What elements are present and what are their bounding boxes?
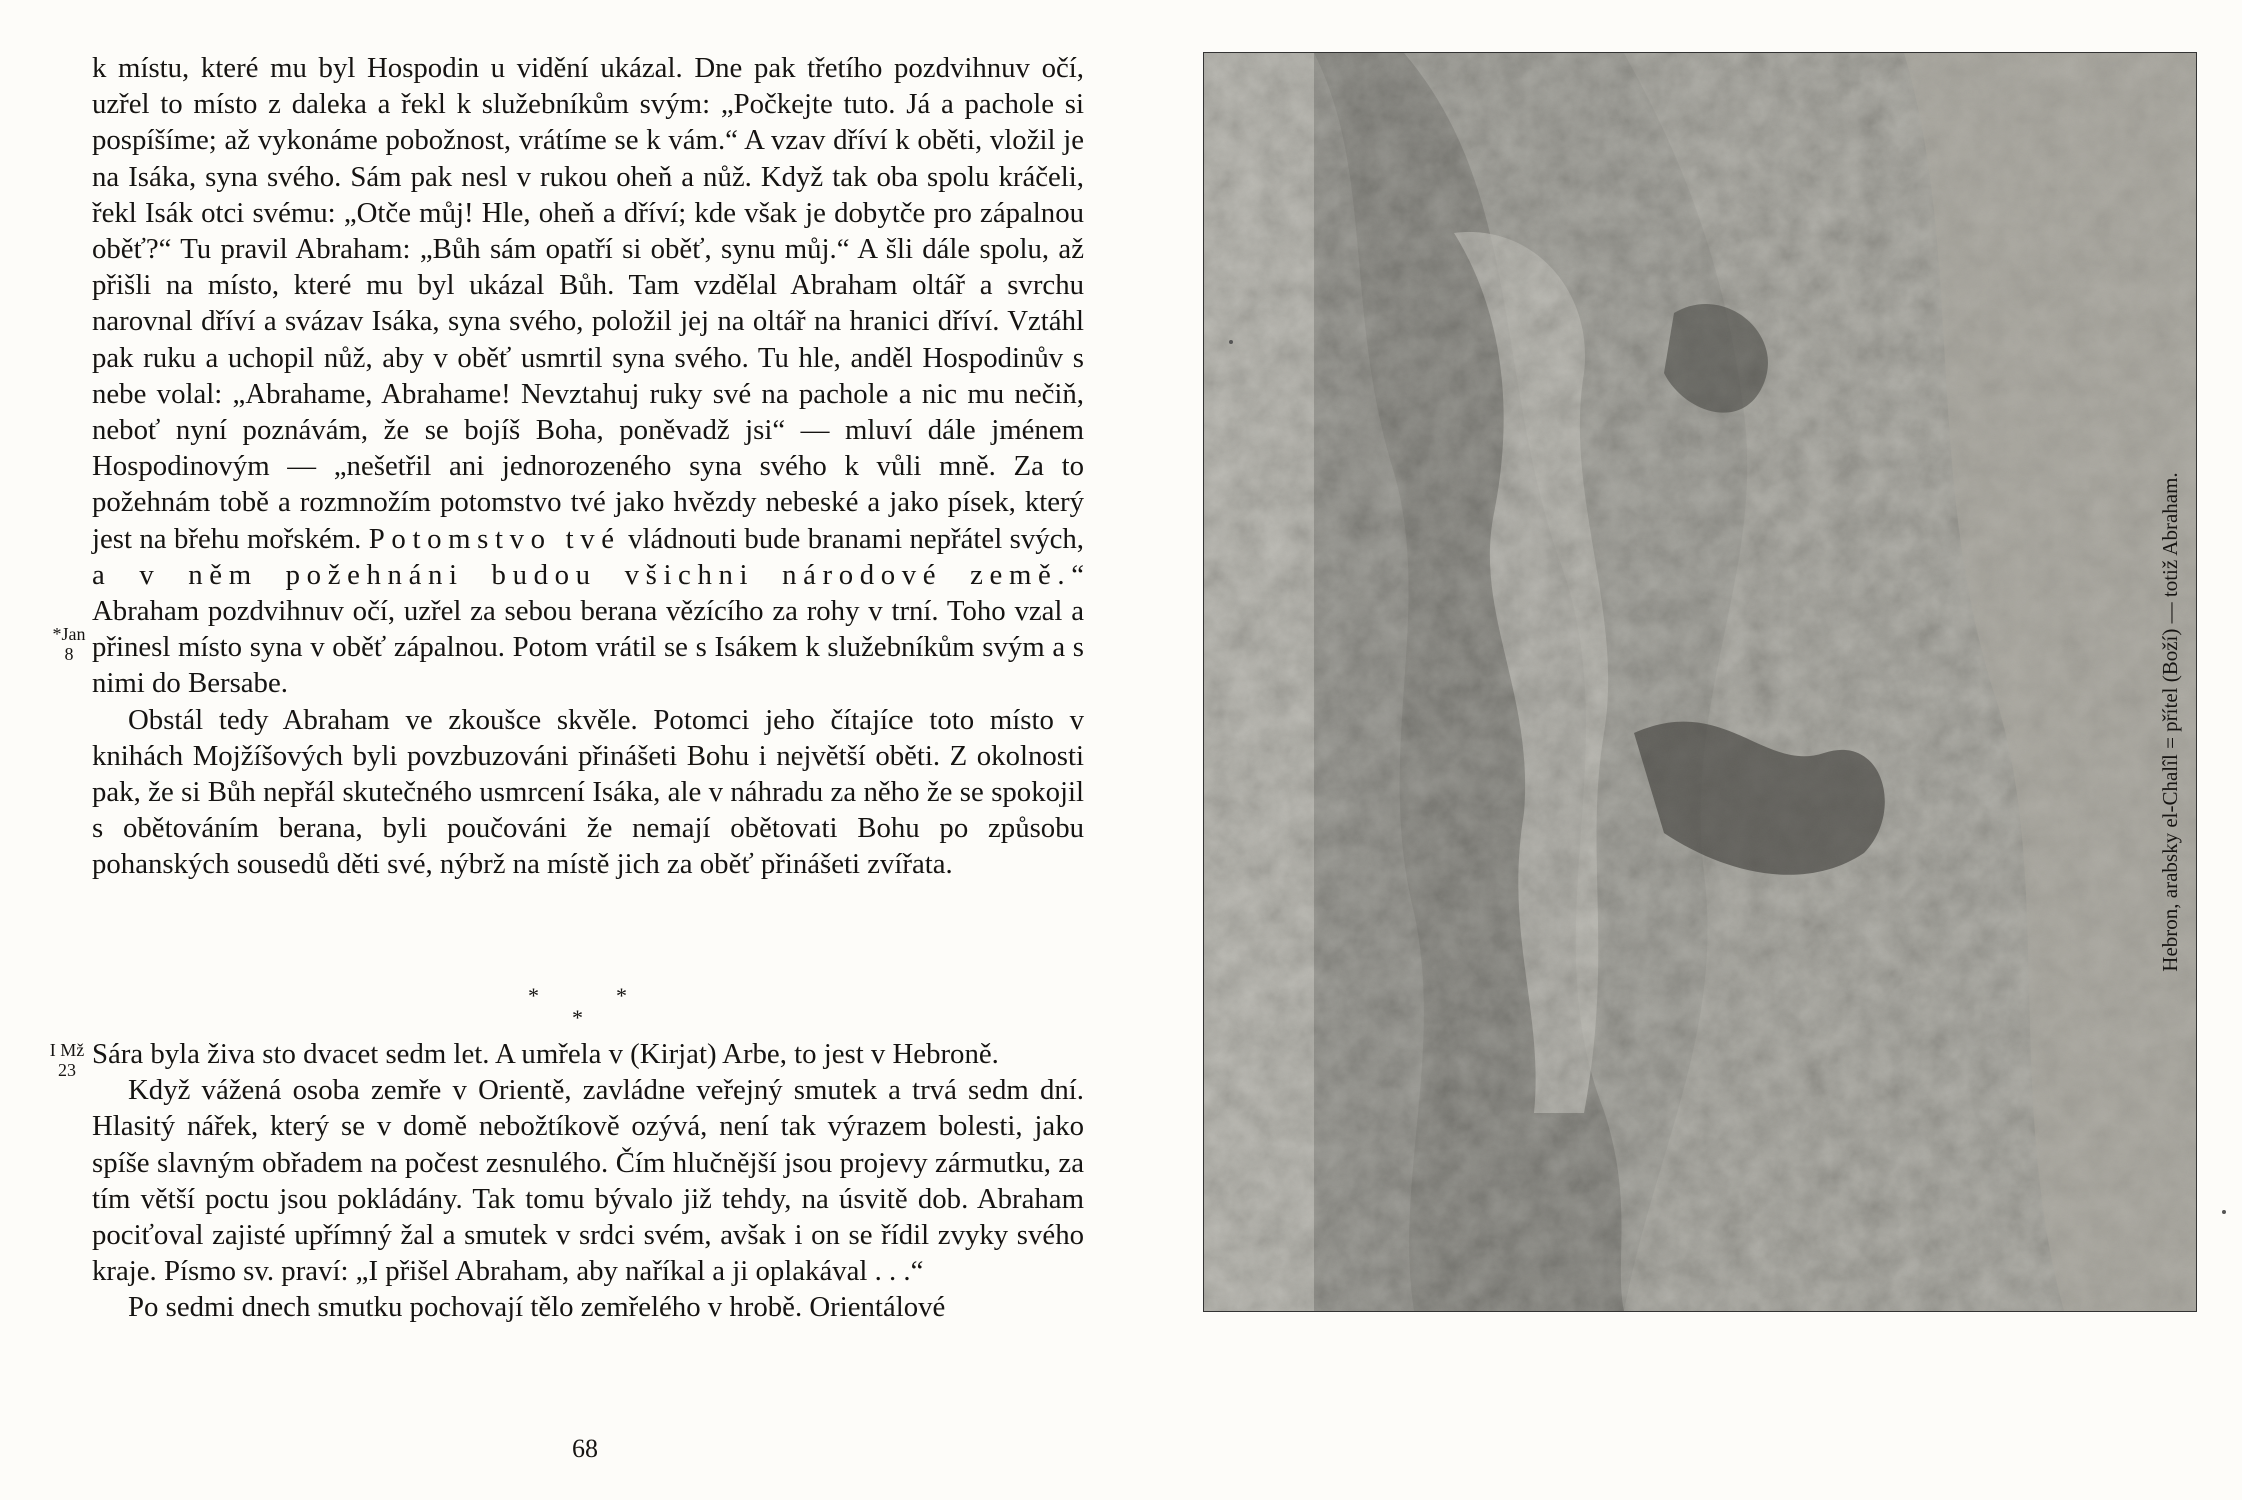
margin-reference-book: *Jan — [52, 624, 86, 644]
main-text-column — [92, 50, 1084, 883]
text-run: Obstál tedy Abraham ve zkoušce skvěle. Potomci jeho čítajíce toto místo v knihách Mojžíšových byli povzbuzováni přinášeti Bohu i největší oběti. Z okolnosti pak, že si Bůh nepřál skutečného usmrcení Isáka, ale v náhradu za něho že se spokojil s obětováním berana, byli poučováni že nemají obětovati Bohu po způsobu pohanských sousedů děti své, nýbrž na místě jich za oběť přinášeti zvířata. — [92, 703, 1084, 881]
photo-caption: Hebron, arabsky el-Chalîl = přítel (Boží) — totiž Abraham. — [2158, 472, 2182, 972]
stray-mark — [2222, 1210, 2226, 1214]
body-paragraph — [92, 1289, 1084, 1325]
section-asterism: * * * — [528, 983, 627, 1030]
stray-mark — [1229, 340, 1233, 344]
body-paragraph — [92, 1036, 1084, 1072]
body-paragraph — [92, 50, 1084, 702]
margin-reference-jan — [46, 624, 92, 664]
text-run: k místu, které mu byl Hospodin u vidění ukázal. Dne pak třetího pozdvihnuv očí, uzřel to místo z daleka a řekl k služebníkům svým: „Počkejte tuto. Já a pachole si pospíšíme; až vykonáme pobožnost, vrátíme se k vám.“ A vzav dříví k oběti, vložil je na Isáka, syna svého. Sám pak nesl v rukou oheň a nůž. Když tak oba spolu kráčeli, řekl Isák otci svému: „Otče můj! Hle, oheň a dříví; kde však je dobytče pro zápalnou oběť?“ Tu pravil Abraham: „Bůh sám opatří si oběť, synu můj.“ A šli dále spolu, až přišli na místo, které mu byl ukázal Bůh. Tam vzdělal Abraham oltář a svrchu narovnal dříví a svázav Isáka, syna svého, položil jej na oltář na hranici dříví. Vztáhl pak ruku a uchopil nůž, aby v oběť usmrtil syna svého. Tu hle, anděl Hospodinův s nebe volal: „Abrahame, Abrahame! Nevztahuj ruky své na pachole a nic mu nečiň, neboť nyní poznávám, že se bojíš Boha, poněvadž jsi“ — mluví dále jménem Hospodinovým — „nešetřil ani jednorozeného syna svého k vůli mně. Za to požehnám tobě a rozmnožím potomstvo tvé jako hvězdy nebeské a jako písek, který jest na břehu mořském. — [92, 52, 1084, 555]
margin-reference-book: I Mž — [49, 1040, 85, 1060]
text-run: “ Abraham pozdvihnuv očí, uzřel za sebou berana vězícího za rohy v trní. Toho vzal a přinesl místo syna v oběť zápalnou. Potom vrátil se s Isákem k služebníkům svým a s nimi do Bersabe. — [92, 558, 1084, 700]
text-run: Po sedmi dnech smutku pochovají tělo zemřelého v hrobě. Orientálové — [128, 1291, 946, 1324]
hebron-photograph — [1203, 52, 2197, 1312]
body-paragraph — [92, 1072, 1084, 1289]
emphasized-text: a v něm požehnáni budou všichni národové země. — [92, 558, 1072, 591]
photograph-image — [1204, 53, 2196, 1311]
text-run: vládnouti bude branami nepřátel svých, — [620, 522, 1085, 555]
main-text-column-continued — [92, 1036, 1084, 1326]
photo-grain — [1204, 53, 2196, 1311]
emphasized-text: Potomstvo tvé — [368, 522, 621, 555]
margin-reference-chapter: 8 — [64, 644, 74, 664]
text-run: Sára byla živa sto dvacet sedm let. A umřela v (Kirjat) Arbe, to jest v Hebroně. — [92, 1038, 999, 1070]
margin-reference-chapter: 23 — [58, 1060, 76, 1080]
margin-reference-mz — [44, 1040, 90, 1080]
text-run: Když vážená osoba zemře v Orientě, zavládne veřejný smutek a trvá sedm dní. Hlasitý nářek, který se v domě nebožtíkově ozývá, není tak výrazem bolesti, jako spíše slavným obřadem na počest zesnulého. Čím hlučnější jsou projevy zármutku, za tím větší poctu jsou pokládány. Tak tomu bývalo již tehdy, na úsvitě dob. Abraham pociťoval zajisté upřímný žal a smutek v srdci svém, avšak i on se řídil zvyky svého kraje. Písmo sv. praví: „I přišel Abraham, aby naříkal a ji oplakával . . .“ — [92, 1074, 1084, 1288]
page-number: 68 — [572, 1434, 598, 1463]
body-paragraph — [92, 702, 1084, 883]
